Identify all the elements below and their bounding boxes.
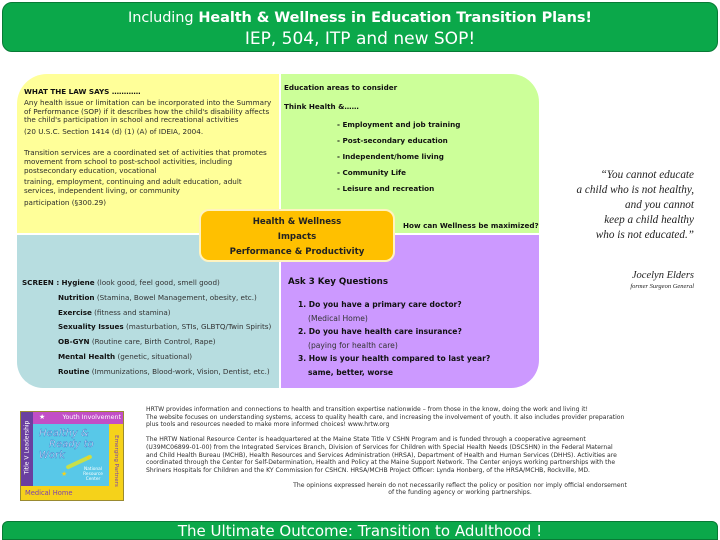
footer-banner bbox=[2, 521, 718, 540]
quote-author: Jocelyn Elders bbox=[631, 270, 694, 281]
law-paragraph-4: training, employment, continuing and adult education, adult services, independent living, or community bbox=[24, 177, 242, 196]
education-heading: Education areas to consider bbox=[284, 83, 398, 92]
hrtw-logo bbox=[20, 411, 124, 501]
law-paragraph-1: Any health issue or limitation can be incorporated into the Summary of Performance (SOP) if it describes how the child's disability affects the child's participation in school and recreational activities bbox=[24, 97, 272, 125]
education-item: - Independent/home living bbox=[337, 152, 444, 161]
questions-list bbox=[298, 298, 536, 379]
education-item: - Community Life bbox=[337, 168, 407, 177]
center-line-1: Health & Wellness bbox=[252, 217, 342, 227]
education-think: Think Health &…… bbox=[284, 102, 359, 111]
quote: “You cannot educate a child who is not healthy, and you cannot keep a child healthy who is not educated.” bbox=[576, 169, 694, 241]
info-paragraph-1: HRTW provides information and connections to health and transition expertise nationwide – from those in the know, doing the work and living it! The website focuses on understanding systems, access to quality health care, and increasing the involvement of youth. It also includes provider preparation plus tools and resources needed to make more informed choices! www.hrtw.org bbox=[146, 406, 625, 429]
education-item: - Post-secondary education bbox=[337, 136, 448, 145]
logo-bottom-label: Medical Home bbox=[21, 486, 111, 500]
screen-item: Nutrition (Stamina, Bowel Management, obesity, etc.) bbox=[58, 292, 257, 302]
questions-title: Ask 3 Key Questions bbox=[288, 277, 389, 287]
question-item: 1. Do you have a primary care doctor? (Medical Home) bbox=[298, 300, 462, 323]
law-text bbox=[24, 88, 274, 211]
logo-nrc: National Resource Center bbox=[83, 467, 103, 482]
question-item: 3. How is your health compared to last year? same, better, worse bbox=[298, 354, 491, 377]
screen-item: Routine (Immunizations, Blood-work, Vision, Dentist, etc.) bbox=[58, 366, 270, 376]
center-impact-box bbox=[199, 209, 395, 262]
key-questions bbox=[288, 277, 536, 379]
screen-item: Exercise (fitness and stamina) bbox=[58, 307, 171, 317]
info-disclaimer: The opinions expressed herein do not necessarily reflect the policy or position nor imply official endorsement of the funding agency or working partnerships. bbox=[293, 481, 627, 497]
logo-left-band: Title V Leadership bbox=[21, 412, 33, 488]
title-prefix: Including bbox=[128, 10, 194, 26]
logo-top-label: Youth Involvement bbox=[33, 412, 124, 424]
screen-item: Mental Health (genetic, situational) bbox=[58, 351, 193, 361]
question-item: 2. Do you have health care insurance? (paying for health care) bbox=[298, 327, 462, 350]
title-main: Health & Wellness in Education Transition Plans! bbox=[198, 10, 592, 26]
screen-label: SCREEN : bbox=[22, 278, 60, 287]
footer-title: The Ultimate Outcome: Transition to Adulthood ! bbox=[177, 522, 543, 540]
law-title: WHAT THE LAW SAYS ………… bbox=[24, 87, 141, 96]
law-paragraph-3: Transition services are a coordinated set of activities that promotes movement from school to post-school activities, including postsecondary education, vocational bbox=[24, 147, 267, 175]
screen-item: OB-GYN (Routine care, Birth Control, Rape) bbox=[58, 337, 216, 347]
star-icon: ★ bbox=[85, 454, 92, 462]
quote-attribution bbox=[548, 269, 694, 291]
logo-right-band: Emerging Partners bbox=[109, 424, 123, 501]
screen-item: Sexuality Issues (masturbation, STIs, GLBTQ/Twin Spirits) bbox=[58, 322, 272, 332]
star-icon: ★ bbox=[61, 470, 68, 478]
center-line-2: Impacts bbox=[277, 232, 317, 242]
screen-item: SCREEN : Hygiene (look good, feel good, smell good) bbox=[22, 278, 220, 287]
law-citation: (20 U.S.C. Section 1414 (d) (1) (A) of IDEIA, 2004. bbox=[24, 127, 204, 137]
education-list bbox=[337, 120, 534, 193]
center-line-3: Performance & Productivity bbox=[229, 247, 365, 257]
page-subtitle: IEP, 504, ITP and new SOP! bbox=[244, 29, 476, 49]
logo-center: Healthy & Ready to Work ★ ★ National Resource Center bbox=[33, 424, 111, 488]
hrtw-info bbox=[146, 406, 714, 504]
info-paragraph-2: The HRTW National Resource Center is headquartered at the Maine State Title V CSHN Program and is funded through a cooperative agreement (U39MC06899-01-00) from the Integrated Services Branch, Division of Services for Children with Special Health Needs (DSCSHN) in the Federal Maternal and Child Health Bureau (MCHB), Health Resources and Services Administration (HRSA), Department of Health and Human Services (DHHS). Activities are coordinated through the Center for Self-Determination, Health and Policy at the Maine Support Network. The Center enjoys working partnerships with the Shriners Hospitals for Children and the KY Commission for CSHCN. HRSA/MCHB Project Officer: Lynda Honberg, of the HRSA/MCHB, Rockville, MD. bbox=[146, 436, 617, 474]
law-paragraph-5: participation (§300.29) bbox=[24, 197, 107, 207]
wellness-question: How can Wellness be maximized? bbox=[403, 221, 539, 230]
education-item: - Leisure and recreation bbox=[337, 184, 435, 193]
star-icon: ★ bbox=[39, 413, 46, 421]
education-item: - Employment and job training bbox=[337, 120, 461, 129]
header-banner bbox=[2, 2, 718, 52]
screen-list bbox=[22, 276, 278, 380]
quote-author-role: former Surgeon General bbox=[630, 283, 694, 290]
page-title bbox=[3, 8, 717, 28]
